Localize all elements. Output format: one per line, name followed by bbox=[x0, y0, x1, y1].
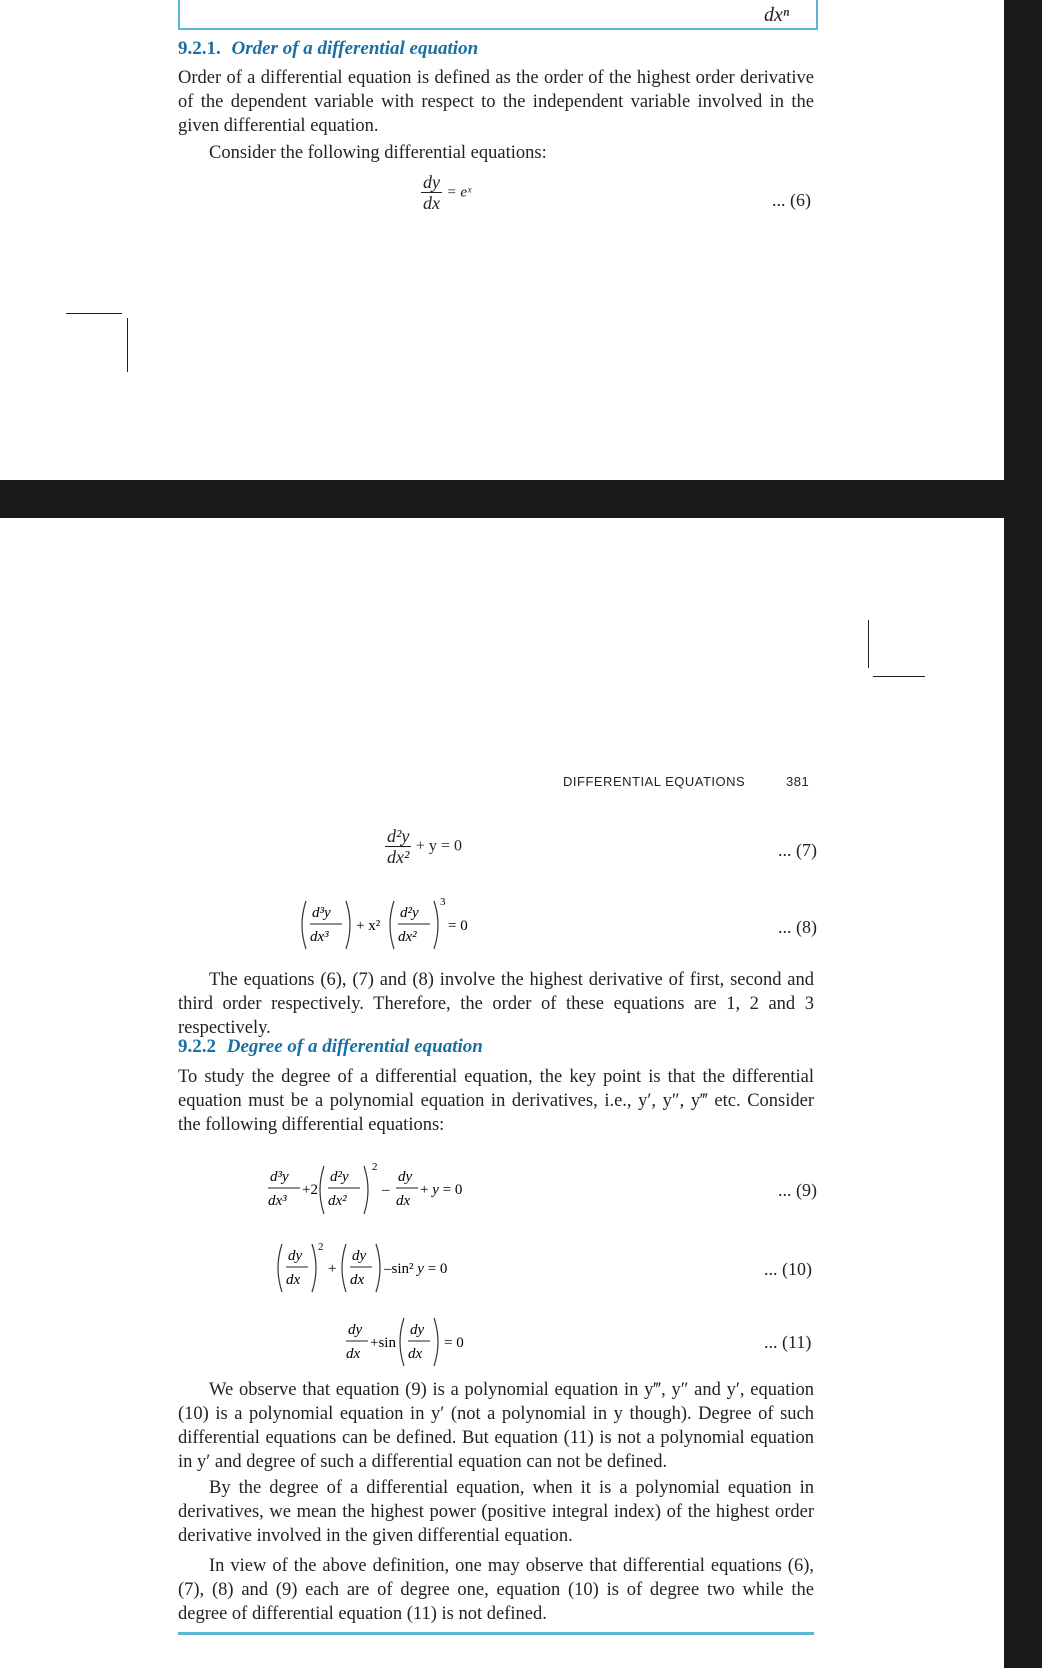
fraction bbox=[421, 172, 442, 213]
denominator: dx bbox=[423, 193, 440, 213]
svg-text:+sin: +sin bbox=[370, 1335, 396, 1351]
numerator: d²y bbox=[387, 826, 410, 846]
degree-definition-text: By the degree of a differential equation, when it is a polynomial equation in derivatives, we mean the highest power (positive integral index) of the highest order derivative involved in the given differential equation. bbox=[178, 1478, 814, 1546]
equation-label-7: ... (7) bbox=[778, 840, 817, 860]
rhs: = eˣ bbox=[446, 184, 472, 201]
bottom-box-edge bbox=[178, 1632, 814, 1635]
equation-label-6: ... (6) bbox=[772, 190, 811, 210]
degree-definition-paragraph bbox=[178, 1476, 814, 1548]
svg-text:dx²: dx² bbox=[398, 929, 417, 945]
svg-text:dx: dx bbox=[396, 1193, 411, 1209]
svg-text:–sin² y = 0: –sin² y = 0 bbox=[384, 1261, 448, 1277]
page-number: 381 bbox=[786, 774, 810, 789]
rhs: + y = 0 bbox=[415, 837, 462, 855]
svg-text:2: 2 bbox=[372, 1161, 378, 1173]
right-dark-strip bbox=[1004, 0, 1042, 1668]
crop-mark-top-vertical bbox=[127, 318, 128, 372]
equation-label-9: ... (9) bbox=[778, 1180, 817, 1200]
svg-text:dy: dy bbox=[288, 1248, 303, 1264]
equation-9 bbox=[266, 1160, 506, 1220]
equation-8 bbox=[298, 895, 498, 955]
svg-text:–: – bbox=[382, 1182, 390, 1198]
section-number: 9.2.2 bbox=[178, 1036, 216, 1057]
crop-mark-right-vertical bbox=[868, 620, 869, 668]
svg-text:+: + bbox=[328, 1261, 337, 1277]
numerator: dy bbox=[423, 172, 440, 192]
svg-text:dy: dy bbox=[348, 1322, 363, 1338]
order-definition-paragraph: Order of a differential equation is defined as the order of the highest order derivative of the dependent variable with respect to the independent variable involved in the given differential equation. bbox=[178, 68, 814, 136]
section-title: Order of a differential equation bbox=[231, 38, 479, 59]
degree-conclusion-paragraph bbox=[178, 1554, 814, 1626]
definition-box-bottom bbox=[178, 0, 818, 30]
consider-paragraph: Consider the following differential equations: bbox=[209, 143, 547, 163]
svg-text:= 0: = 0 bbox=[444, 1335, 464, 1351]
svg-text:dx: dx bbox=[408, 1346, 423, 1362]
svg-text:3: 3 bbox=[440, 896, 446, 908]
svg-text:+2: +2 bbox=[302, 1182, 318, 1198]
svg-text:dy: dy bbox=[398, 1169, 413, 1185]
observation-paragraph bbox=[178, 1378, 814, 1474]
degree-intro-paragraph: To study the degree of a differential equation, the key point is that the differential equation must be a polynomial equation in derivatives, i.e., y′, y″, y‴ etc. Consider the following differential equations: bbox=[178, 1067, 814, 1135]
fraction bbox=[385, 826, 411, 867]
equation-label-11: ... (11) bbox=[764, 1332, 812, 1352]
svg-text:d³y: d³y bbox=[270, 1169, 289, 1185]
svg-text:= 0: = 0 bbox=[448, 918, 468, 934]
crop-mark-top-horizontal bbox=[66, 313, 122, 314]
box-expression: dxⁿ bbox=[764, 4, 790, 26]
svg-text:d²y: d²y bbox=[400, 905, 419, 921]
running-head-title: DIFFERENTIAL EQUATIONS bbox=[563, 774, 746, 789]
crop-mark-right-horizontal bbox=[873, 676, 925, 677]
svg-text:d²y: d²y bbox=[330, 1169, 349, 1185]
section-title: Degree of a differential equation bbox=[226, 1036, 483, 1057]
equation-6 bbox=[421, 172, 471, 213]
equation-11 bbox=[344, 1312, 504, 1372]
denominator: dx² bbox=[387, 847, 410, 867]
svg-text:dy: dy bbox=[352, 1248, 367, 1264]
svg-text:2: 2 bbox=[318, 1241, 324, 1253]
svg-text:+ y = 0: + y = 0 bbox=[420, 1182, 463, 1198]
svg-text:d³y: d³y bbox=[312, 905, 331, 921]
svg-text:dx: dx bbox=[350, 1272, 365, 1288]
svg-text:dx³: dx³ bbox=[268, 1193, 287, 1209]
section-heading-degree bbox=[178, 1036, 483, 1058]
svg-text:dx²: dx² bbox=[328, 1193, 347, 1209]
degree-conclusion-text: In view of the above definition, one may observe that differential equations (6), (7), (8) and (9) each are of degree one, equation (10) is of degree two while the degree of differential equation (11) is not defined. bbox=[178, 1556, 814, 1624]
svg-text:+ x²: + x² bbox=[356, 918, 381, 934]
order-conclusion-text: The equations (6), (7) and (8) involve the highest derivative of first, second and third order respectively. Therefore, the order of these equations are 1, 2 and 3 respectively. bbox=[178, 970, 814, 1038]
svg-text:dx: dx bbox=[346, 1346, 361, 1362]
equation-label-10: ... (10) bbox=[764, 1259, 812, 1279]
svg-text:dy: dy bbox=[410, 1322, 425, 1338]
svg-text:dx³: dx³ bbox=[310, 929, 329, 945]
observation-text: We observe that equation (9) is a polynomial equation in y‴, y″ and y′, equation (10) is a polynomial equation in y′ (not a polynomial in y though). Degree of such differential equations can be defined. But equation (11) is not a polynomial equation in y′ and degree of such a differential equation can not be defined. bbox=[178, 1380, 814, 1472]
equation-7 bbox=[385, 826, 462, 867]
section-number: 9.2.1. bbox=[178, 38, 221, 59]
equation-label-8: ... (8) bbox=[778, 917, 817, 937]
section-heading-order bbox=[178, 38, 478, 60]
page-separator-band bbox=[0, 480, 1042, 518]
equation-10 bbox=[274, 1238, 514, 1298]
svg-text:dx: dx bbox=[286, 1272, 301, 1288]
order-conclusion-paragraph bbox=[178, 968, 814, 1040]
